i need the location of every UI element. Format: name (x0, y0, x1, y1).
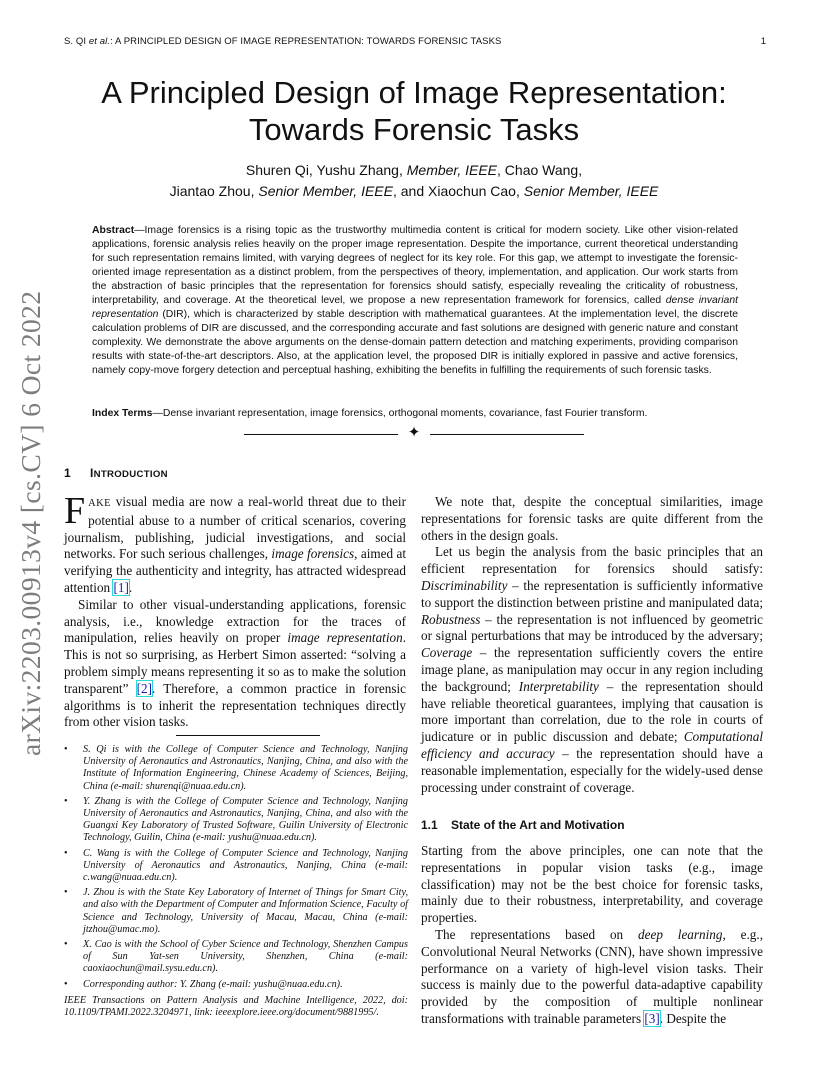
paragraph-text: – the representation is sufficiently informative to support the distinction between pristine and manipulated data; (421, 577, 763, 610)
right-paragraph-1: We note that, despite the conceptual similarities, image representations for forensic tasks are quite different from the others in the design goals. (421, 494, 763, 543)
paragraph-text: – the representation sufficiently covers the entire image plane, as manipulation may occur in any region including the background; (421, 645, 763, 694)
paper-title (60, 74, 768, 148)
section-number: 1 (64, 466, 71, 480)
right-paragraph-4 (421, 927, 763, 1028)
intro-paragraph-1 (64, 490, 406, 597)
affiliation-item (64, 979, 408, 991)
author-names: , Chao Wang, (497, 162, 583, 178)
bullet-icon: • (64, 744, 68, 755)
subsection-title: State of the Art and Motivation (451, 818, 625, 832)
citation-link[interactable]: [3] (644, 1010, 660, 1026)
abstract-label: Abstract (92, 225, 135, 236)
drop-cap: F (64, 490, 86, 532)
right-column-lower (421, 843, 763, 1028)
principle-term: Discriminability (421, 577, 508, 593)
citation-link[interactable]: [1] (113, 579, 129, 595)
paragraph-text: . (128, 579, 133, 595)
principle-term: Computational efficiency and accuracy (421, 729, 763, 761)
paragraph-emphasis: image forensics (271, 546, 355, 562)
affiliation-item (64, 887, 408, 936)
affiliation-text: X. Cao is with the School of Cyber Science and Technology, Shenzhen Campus of Sun Yat-sen University, Shenzhen, China (e-mail: caoxiaochun@mail.sysu.edu.cn). (83, 939, 408, 975)
running-head-etal: et al. (88, 36, 111, 47)
abstract-text: (DIR), which is characterized by stable description with mathematical guarantees. At the implementation level, the discrete calculation problems of DIR are discussed, and the corresponding accurate and fast solutions are designed with generic nature and constant complexity. We demonstrate the above arguments on the dense-domain pattern detection and matching experiments, providing comparison results with state-of-the-art descriptors. Also, at the application level, the proposed DIR is initially explored in passive and active forensics, namely copy-move forgery detection and perceptual hashing, exhibiting the benefits in fulfilling the requirements of such forensic tasks. (92, 309, 738, 376)
principle-term: Coverage (421, 645, 473, 661)
section-heading (64, 466, 168, 480)
small-caps-word: AKE (88, 498, 111, 509)
affiliation-text: J. Zhou is with the State Key Laboratory of Internet of Things for Smart City, and also with the Department of Computer and Information Science, Faculty of Science and Technology, University of Macau, Macau, China (e-mail: jtzhou@umac.mo). (83, 887, 408, 935)
footnotes (64, 744, 408, 1019)
author-role: Senior Member, IEEE (258, 183, 393, 199)
principle-term: Robustness (421, 611, 481, 627)
paragraph-text: visual media are now a real-world threat due to their potential abuse to a number of critical scenarios, covering journalism, publishing, judicial investigations, and social networks. For such serious challenges, (64, 494, 406, 562)
paragraph-text: , e.g., Convolutional Neural Networks (CNN), have shown impressive performance on a variety of high-level vision tasks. Their success is mainly due to the powerful data-adaptive capability provided by the composition of multiple nonlinear transformations with trainable parameters (421, 926, 763, 1026)
paragraph-text: The representations based on (435, 926, 639, 942)
author-line-2 (60, 181, 768, 202)
paragraph-emphasis: deep learning (638, 926, 723, 942)
paragraph-text: Let us begin the analysis from the basic principles that an efficient representation for forensics should satisfy: (421, 544, 763, 577)
author-role: Senior Member, IEEE (523, 183, 659, 199)
arxiv-stamp: arXiv:2203.00913v4 [cs.CV] 6 Oct 2022 (15, 290, 46, 756)
index-terms-label: Index Terms (92, 408, 153, 419)
journal-note: IEEE Transactions on Pattern Analysis and Machine Intelligence, 2022, doi: 10.1109/TPAMI.2022.3204971, link: ieeexplore.ieee.org/document/9881995/. (64, 994, 408, 1019)
affiliation-text: C. Wang is with the College of Computer Science and Technology, Nanjing University of Aeronautics and Astronautics, Nanjing, China (e-mail: c.wang@nuaa.edu.cn). (83, 847, 408, 884)
affiliation-list (64, 744, 408, 991)
paragraph-text: – the representation should have reliable theoretical guarantees, implying that causation is more important than correlation, due to the role in courts of judicature or in public discussion and debate; (421, 678, 763, 745)
subsection-heading (421, 818, 625, 832)
citation-link[interactable]: [2] (136, 680, 153, 696)
separator-rule-left (244, 434, 398, 435)
title-line-2: Towards Forensic Tasks (248, 112, 580, 147)
running-head (64, 36, 501, 47)
bullet-icon: • (64, 887, 68, 899)
index-terms (92, 407, 738, 421)
left-column (64, 490, 407, 731)
paragraph-emphasis: image representation (287, 630, 403, 646)
separator-diamond-icon: ✦ (407, 425, 421, 441)
abstract-text: —Image forensics is a rising topic as the trustworthy multimedia content is critical for modern society. Like other vision-related applications, forensic analysis relies heavily on the proper image representation. Despite the importance, current theoretical understanding for such representation remains limited, with varying degrees of neglect for its key role. For this gap, we attempt to investigate the forensic-oriented image representation as a distinct problem, from the perspectives of theory, implementation, and application. Our work starts from the abstraction of basic principles that the representation for forensics should satisfy, especially revealing the criticality of robustness, interpretability, and coverage. At the theoretical level, we propose a new representation framework for forensics, called (92, 225, 738, 306)
affiliation-item (64, 939, 408, 976)
section-title-initial: I (90, 466, 94, 480)
abstract (92, 224, 738, 378)
paragraph-text: – the representation should have a reasonable implementation, especially for the widely-used dense processing under constraint of coverage. (421, 745, 763, 795)
author-line-1 (60, 160, 768, 181)
right-paragraph-3: Starting from the above principles, one can note that the representations in popular vision tasks (e.g., image classification) may not be the best choice for forensic tasks, mainly due to their robustness, interpretability, and coverage properties. (421, 843, 763, 926)
index-terms-text: —Dense invariant representation, image forensics, orthogonal moments, covariance, fast Fourier transform. (152, 408, 648, 419)
author-role: Member, IEEE (406, 162, 498, 178)
principle-term: Interpretability (518, 678, 599, 694)
intro-paragraph-2 (64, 597, 406, 731)
bullet-icon: • (64, 939, 68, 951)
bullet-icon: • (64, 847, 68, 859)
bullet-icon: • (64, 978, 68, 990)
abstract-emphasis: dense invariant representation (92, 295, 738, 320)
running-head-authors: S. QI (64, 36, 89, 47)
paragraph-text: , aimed at verifying the authenticity and integrity, has attracted widespread attention (64, 546, 406, 595)
paragraph-text: . Therefore, a common practice in forensic algorithms is to inherit the representation techniques directly from other vision tasks. (64, 680, 407, 730)
author-list (60, 160, 768, 202)
affiliation-item (64, 796, 408, 845)
author-names: , and Xiaochun Cao, (392, 183, 524, 199)
running-head-title: : A PRINCIPLED DESIGN OF IMAGE REPRESENTATION: TOWARDS FORENSIC TASKS (110, 36, 502, 47)
page-number: 1 (760, 36, 766, 47)
separator-rule-right (430, 434, 584, 435)
affiliation-item (64, 848, 408, 885)
affiliation-text: Y. Zhang is with the College of Computer Science and Technology, Nanjing University of Aeronautics and Astronautics, Nanjing, China, and also with the Guangxi Key Laboratory of Trusted Software, Guilin University of Electronic Technology, Guilin, China (e-mail: yushu@nuaa.edu.cn). (83, 795, 408, 844)
paragraph-text: – the representation is not influenced by geometric or signal perturbations that may be introduced by the adversary; (421, 611, 763, 644)
paragraph-text: . This is not so surprising, as Herbert Simon asserted: “solving a problem simply means representing it so as to make the solution transparent” (64, 630, 406, 696)
affiliation-text: S. Qi is with the College of Computer Science and Technology, Nanjing University of Aeronautics and Astronautics, Nanjing, China, and also with the Institute of Information Engineering, Chinese Academy of Sciences, Beijing, China (e-mail: shurenqi@nuaa.edu.cn). (83, 744, 408, 792)
affiliation-text: Corresponding author: Y. Zhang (e-mail: yushu@nuaa.edu.cn). (83, 978, 343, 990)
paragraph-text: . Despite the (659, 1010, 727, 1026)
right-column (421, 494, 763, 796)
paragraph-text: Similar to other visual-understanding applications, forensic analysis, i.e., knowledge extraction for the traces of manipulation, relies heavily on proper (64, 596, 406, 646)
bullet-icon: • (64, 795, 68, 807)
author-names: Shuren Qi, Yushu Zhang, (245, 162, 407, 178)
subsection-number: 1.1 (421, 818, 438, 832)
footnote-rule (176, 735, 320, 736)
section-title-rest: NTRODUCTION (93, 469, 168, 480)
title-line-1: A Principled Design of Image Representation: (101, 75, 727, 110)
author-names: Jiantao Zhou, (169, 183, 259, 199)
affiliation-item (64, 744, 408, 793)
principles-paragraph (421, 544, 763, 796)
